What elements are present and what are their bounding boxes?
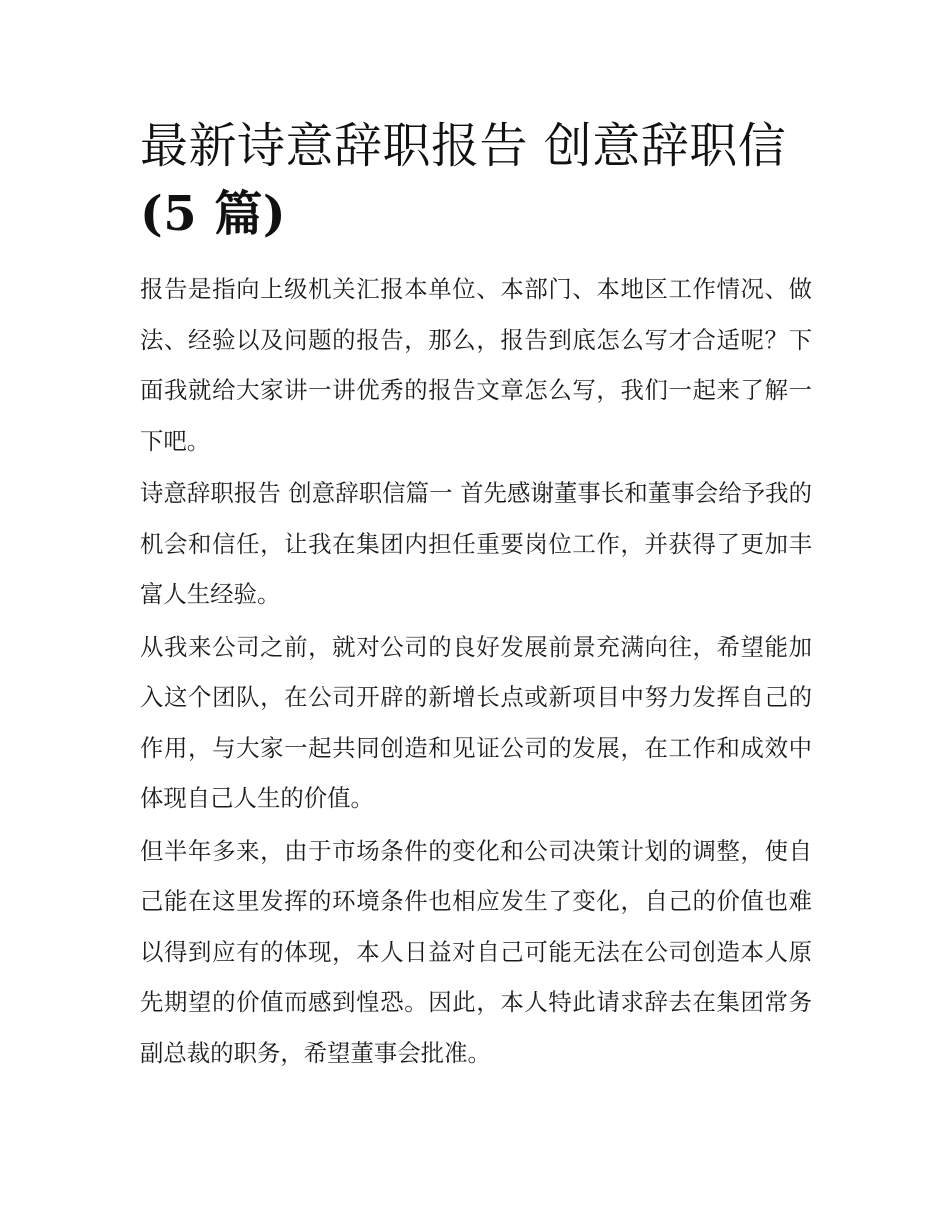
title-line-2: (5 篇) [140, 186, 287, 242]
title-line-1: 最新诗意辞职报告 创意辞职信 [140, 118, 787, 174]
paragraph-1: 诗意辞职报告 创意辞职信篇一 首先感谢董事长和董事会给予我的机会和信任，让我在集团内担任重要岗位工作，并获得了更加丰富人生经验。 [140, 479, 812, 608]
document-title [140, 112, 812, 248]
paragraph-2: 从我来公司之前，就对公司的良好发展前景充满向往，希望能加入这个团队，在公司开辟的新增长点或新项目中努力发挥自己的作用，与大家一起共同创造和见证公司的发展，在工作和成效中体现自己人生的价值。 [140, 632, 812, 812]
paragraph-intro: 报告是指向上级机关汇报本单位、本部门、本地区工作情况、做法、经验以及问题的报告，那么，报告到底怎么写才合适呢？下面我就给大家讲一讲优秀的报告文章怎么写，我们一起来了解一下吧。 [140, 275, 812, 455]
paragraph-3: 但半年多来，由于市场条件的变化和公司决策计划的调整，使自己能在这里发挥的环境条件也相应发生了变化，自己的价值也难以得到应有的体现，本人日益对自己可能无法在公司创造本人原先期望的价值而感到惶恐。因此，本人特此请求辞去在集团常务副总裁的职务，希望董事会批准。 [140, 836, 812, 1067]
document-page [140, 112, 812, 1080]
